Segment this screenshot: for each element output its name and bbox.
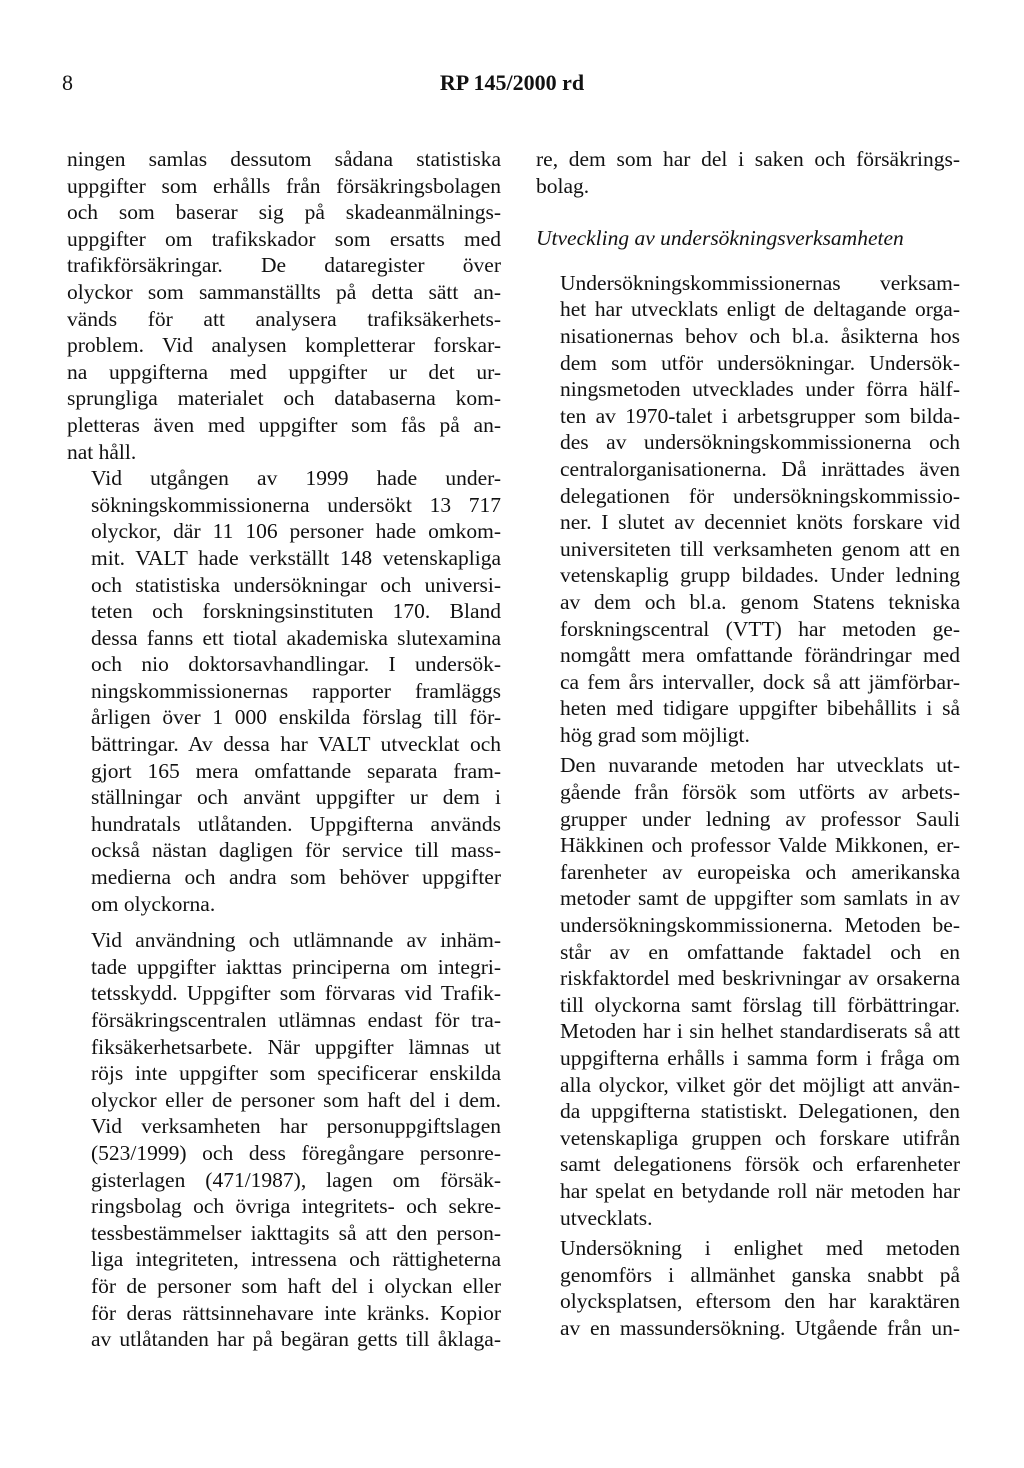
paragraph [536, 752, 960, 1231]
page-number: 8 [62, 70, 73, 95]
text-line: hundratals utlåtanden. Uppgifterna används [91, 811, 501, 836]
text-line: ningskommissionernas rapporter framläggs [91, 678, 501, 703]
text-line: ningsmetoden utvecklades under förra hälf- [560, 377, 960, 402]
text-line: forskningscentral (VTT) har metoden ge- [560, 616, 960, 641]
text-line: för deras rättsinnehavare inte kränks. Kopior [91, 1300, 501, 1325]
text-line: ca fem års intervaller, dock så att jämförbar- [560, 669, 960, 694]
text-line: nisationernas behov och bl.a. åsikterna hos [560, 323, 960, 348]
text-line: grupper under ledning av professor Sauli [560, 806, 960, 831]
text-line: des av undersökningskommissionerna och [560, 430, 960, 455]
text-line: riskfaktordel med beskrivningar av orsakerna [560, 966, 960, 991]
text-line: av utlåtanden har på begäran getts till åklaga- [91, 1327, 501, 1352]
text-line: och som baserar sig på skadeanmälnings- [67, 200, 501, 225]
text-line: också nästan dagligen för service till mass- [91, 838, 501, 863]
text-line: av en massundersökning. Utgående från un- [560, 1315, 960, 1340]
text-line: Vid utgången av 1999 hade under- [91, 466, 501, 491]
text-line: Vid verksamheten har personuppgiftslagen [91, 1114, 501, 1139]
text-line: problem. Vid analysen kompletterar forskar- [67, 333, 501, 358]
text-line: vetenskaplig grupp bildades. Under ledning [560, 563, 960, 588]
text-line: bolag. [536, 173, 590, 198]
text-line: teten och forskningsinstituten 170. Bland [91, 599, 501, 624]
text-line: nat håll. [67, 439, 137, 464]
text-line: Den nuvarande metoden har utvecklats ut- [560, 753, 960, 778]
text-line: alla olyckor, vilket gör det möjligt att använ- [560, 1072, 960, 1097]
text-line: universiteten till verksamheten genom att en [560, 536, 960, 561]
text-line: ringsbolag och övriga integritets- och sekre- [91, 1194, 501, 1219]
text-line: da uppgifterna statistiskt. Delegationen, den [560, 1099, 960, 1124]
text-line: har spelat en betydande roll när metoden har [560, 1178, 960, 1203]
text-line: sökningskommissionerna undersökt 13 717 [91, 492, 501, 517]
text-line: vänds för att analysera trafiksäkerhets- [67, 306, 501, 331]
paragraph [536, 1235, 960, 1341]
running-head: RP 145/2000 rd [439, 70, 585, 95]
text-line: nomgått mera omfattande förändringar med [560, 643, 960, 668]
text-line: årligen över 1 000 enskilda förslag till för- [91, 705, 501, 730]
text-line: av dem och bl.a. genom Statens tekniska [560, 589, 960, 614]
text-line: olyckor, där 11 106 personer hade omkom- [91, 519, 501, 544]
text-line: gående från försök som utförts av arbets- [560, 780, 960, 805]
text-line: dem som utför undersökningar. Undersök- [560, 350, 960, 375]
text-line: samt delegationens försök och erfarenheter [560, 1152, 960, 1177]
text-line: till olyckorna samt förslag till förbättringar. [560, 992, 960, 1017]
text-line: bättringar. Av dessa har VALT utvecklat och [91, 732, 501, 757]
text-line: står av en omfattande faktadel och en [560, 939, 960, 964]
section-heading: Utveckling av undersökningsverksamheten [536, 226, 904, 251]
text-line: olycksplatsen, eftersom den har karaktären [560, 1289, 960, 1314]
paragraph [67, 927, 501, 1353]
text-line: pletteras även med uppgifter som fås på an- [67, 412, 501, 437]
text-line: fiksäkerhetsarbete. När uppgifter lämnas ut [91, 1034, 501, 1059]
paragraph [536, 270, 960, 749]
text-line: (523/1999) och dess föregångare personre- [91, 1140, 501, 1165]
text-line: och nio doktorsavhandlingar. I undersök- [91, 652, 501, 677]
text-line: olyckor eller de personer som haft del i dem. [91, 1087, 501, 1112]
text-line: tade uppgifter iakttas principerna om integri- [91, 954, 501, 979]
text-line: na uppgifterna med uppgifter ur det ur- [67, 359, 501, 384]
text-line: ten av 1970-talet i arbetsgrupper som bilda- [560, 403, 960, 428]
text-line: sprungliga materialet och databaserna kom- [67, 386, 501, 411]
text-line: ningen samlas dessutom sådana statistiska [67, 147, 501, 171]
text-line: re, dem som har del i saken och försäkrings- [536, 147, 960, 171]
text-line: uppgifter som erhålls från försäkringsbolagen [67, 173, 501, 198]
text-line: metoder samt de uppgifter som samlats in av [560, 886, 960, 911]
text-line: Metoden har i sin helhet standardiserats så att [560, 1019, 960, 1044]
text-line: och statistiska undersökningar och universi- [91, 572, 501, 597]
text-line: försäkringscentralen utlämnas endast för tra- [91, 1008, 501, 1032]
left-column [67, 146, 501, 1353]
text-line: ställningar och använt uppgifter ur dem i [91, 785, 501, 810]
text-line: gjort 165 mera omfattande separata fram- [91, 758, 501, 783]
text-line: Häkkinen och professor Valde Mikkonen, er- [560, 833, 960, 858]
text-line: vetenskapliga gruppen och forskare utifrån [560, 1125, 960, 1150]
text-line: Undersökningskommissionernas verksam- [560, 270, 960, 295]
paragraph [67, 465, 501, 917]
text-line: för de personer som haft del i olyckan eller [91, 1273, 501, 1298]
text-line: Undersökning i enlighet med metoden [560, 1236, 960, 1261]
text-line: farenheter av europeiska och amerikanska [560, 859, 960, 884]
text-line: heten med tidigare uppgifter bibehållits i så [560, 696, 960, 721]
text-line: centralorganisationerna. Då inrättades även [560, 456, 960, 481]
text-line: dessa fanns ett tiotal akademiska slutexamina [91, 625, 501, 650]
text-line: uppgifter om trafikskador som ersatts med [67, 226, 501, 251]
text-line: gisterlagen (471/1987), lagen om försäk- [91, 1167, 501, 1192]
text-line: Vid användning och utlämnande av inhäm- [91, 928, 501, 953]
text-line: ner. I slutet av decenniet knöts forskare vid [560, 510, 960, 535]
text-line: genomförs i allmänhet ganska snabbt på [560, 1262, 960, 1287]
paragraph [67, 146, 501, 465]
text-line: mit. VALT hade verkställt 148 vetenskapliga [91, 545, 501, 570]
text-line: medierna och andra som behöver uppgifter [91, 865, 501, 890]
paragraph [536, 146, 960, 199]
text-line: hög grad som möjligt. [560, 722, 750, 747]
text-line: tessbestämmelser iakttagits så att den person- [91, 1220, 501, 1245]
text-line: undersökningskommissionerna. Metoden be- [560, 913, 960, 938]
text-line: liga integriteten, intressena och rättigheterna [91, 1247, 501, 1272]
text-line: om olyckorna. [91, 891, 216, 916]
text-line: röjs inte uppgifter som specificerar enskilda [91, 1061, 501, 1086]
text-line: utvecklats. [560, 1205, 653, 1230]
text-line: het har utvecklats enligt de deltagande orga- [560, 297, 960, 322]
text-line: delegationen för undersökningskommissio- [560, 483, 960, 508]
right-column [536, 146, 960, 1342]
text-line: trafikförsäkringar. De dataregister över [67, 253, 501, 278]
text-line: uppgifterna erhålls i samma form i fråga om [560, 1046, 960, 1070]
text-line: olyckor som sammanställts på detta sätt an- [67, 279, 501, 304]
text-line: tetsskydd. Uppgifter som förvaras vid Trafik- [91, 981, 501, 1006]
